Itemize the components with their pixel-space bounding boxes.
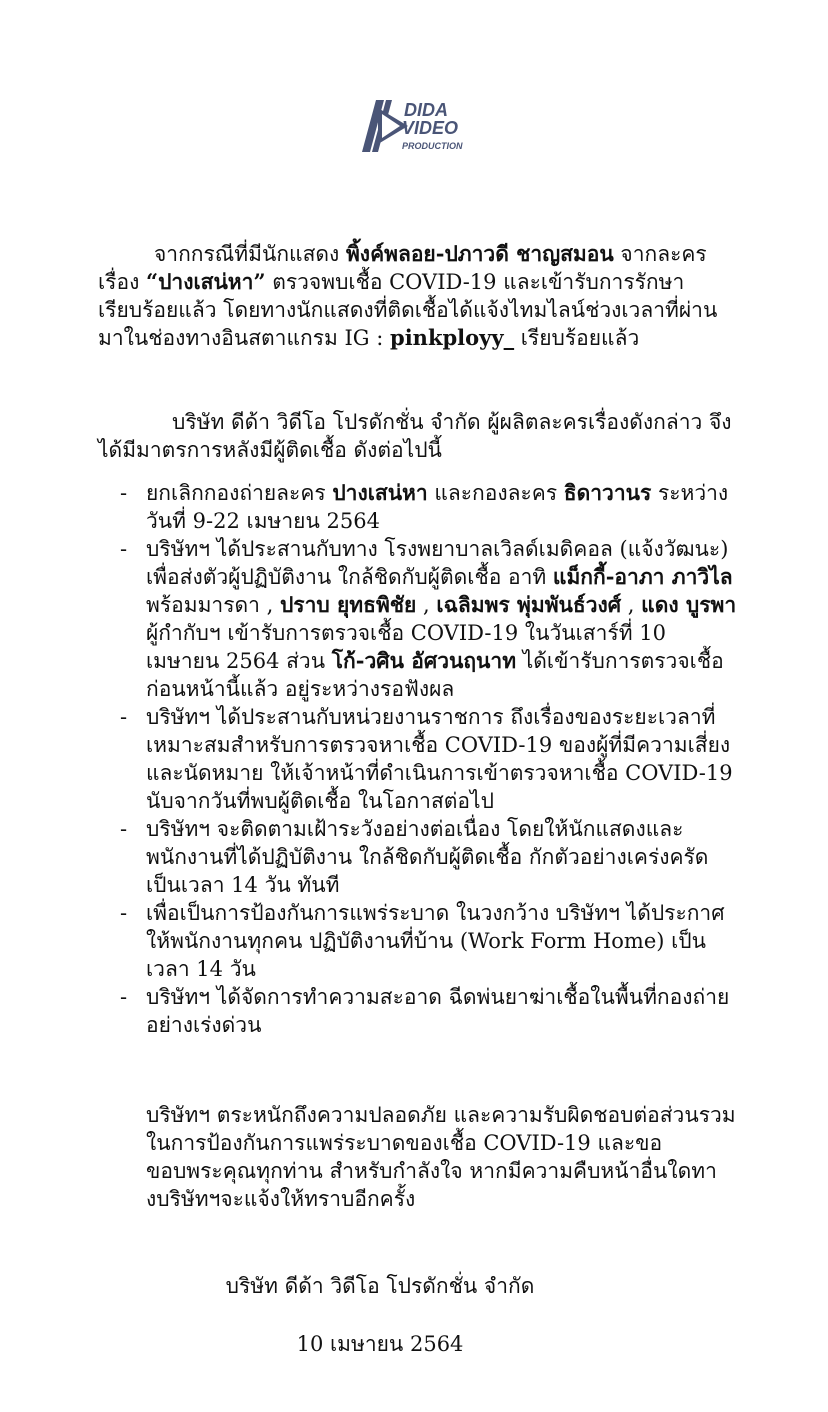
item2-bold-1: แม็กกี้-อาภา ภาวิไล	[552, 564, 733, 589]
list-item	[120, 535, 740, 703]
signature-date: 10 เมษายน 2564	[296, 1332, 464, 1356]
logo-line3: PRODUCTION	[402, 141, 463, 151]
logo-line1: DIDA	[404, 100, 448, 120]
intro-instagram-handle: pinkployy_	[390, 325, 515, 350]
list-dash: -	[120, 985, 128, 1009]
item2-text-5: ผู้กำกับฯ เข้ารับการตรวจเชื้อ COVID-19 ในวันเสาร์ที่ 10 เมษายน 2564 ส่วน	[146, 621, 666, 673]
list-item	[120, 479, 740, 535]
item2-text-3: ,	[416, 593, 437, 617]
intro-text-1: จากกรณีที่มีนักแสดง	[154, 242, 346, 266]
intro-actor-name: พิ้งค์พลอย-ปภาวดี ชาญสมอน	[345, 241, 614, 266]
list-item	[120, 899, 740, 983]
list-dash: -	[120, 537, 128, 561]
item5-text: เพื่อเป็นการป้องกันการแพร่ระบาด ในวงกว้าง บริษัทฯ ได้ประกาศให้พนักงานทุกคน ปฏิบัติงานที่บ้าน (Work Form Home) เป็นเวลา 14 วัน	[146, 901, 725, 981]
item1-text-2: และกองละคร	[427, 481, 564, 505]
list-item	[120, 703, 740, 815]
intro-text-2: จากละคร เรื่อง	[98, 242, 707, 294]
item1-bold-1: ปางเสน่หา	[332, 480, 428, 505]
dida-video-logo	[358, 96, 470, 156]
item2-text-6: ได้เข้ารับการตรวจเชื้อก่อนหน้านี้แล้ว อยู่ระหว่างรอฟังผล	[146, 649, 724, 701]
company-logo	[358, 96, 470, 156]
item1-bold-2: ธิดาวานร	[563, 480, 652, 505]
intro-paragraph	[98, 240, 738, 352]
measures-list	[120, 479, 740, 1039]
item2-bold-3: เฉลิมพร พุ่มพันธ์วงศ์	[436, 592, 622, 617]
intro-text-4: เรียบร้อยแล้ว	[514, 326, 640, 350]
item2-bold-5: โก้-วศิน อัศวนฤนาท	[331, 648, 517, 673]
item2-bold-2: ปราบ ยุทธพิชัย	[279, 592, 417, 617]
list-dash: -	[120, 481, 128, 505]
intro-text-3: ตรวจพบเชื้อ COVID-19 และเข้ารับการรักษาเรียบร้อยแล้ว โดยทางนักแสดงที่ติดเชื้อได้แจ้งไทมไลน์ช่วงเวลาที่ผ่านมาในช่องทางอินสตาแกรม IG :	[98, 270, 718, 350]
item1-text-3: ระหว่างวันที่ 9-22 เมษายน 2564	[146, 481, 729, 533]
item1-text-1: ยกเลิกกองถ่ายละคร	[146, 481, 333, 505]
item3-text: บริษัทฯ ได้ประสานกับหน่วยงานราชการ ถึงเรื่องของระยะเวลาที่เหมาะสมสำหรับการตรวจหาเชื้อ COVID-19 ของผู้ที่มีความเสี่ยง และนัดหมาย ให้เจ้าหน้าที่ดำเนินการเข้าตรวจหาเชื้อ COVID-19 นับจากวันที่พบผู้ติดเชื้อ ในโอกาสต่อไป	[146, 705, 733, 813]
item6-text: บริษัทฯ ได้จัดการทำความสะอาด ฉีดพ่นยาฆ่าเชื้อในพื้นที่กองถ่ายอย่างเร่งด่วน	[146, 985, 730, 1037]
list-dash: -	[120, 705, 128, 729]
company-measures-intro: บริษัท ดีด้า วิดีโอ โปรดักชั่น จำกัด ผู้ผลิตละครเรื่องดังกล่าว จึงได้มีมาตรการหลังมีผู้ติดเชื้อ ดังต่อไปนี้	[98, 410, 732, 462]
signature-company: บริษัท ดีด้า วิดีโอ โปรดักชั่น จำกัด	[225, 1274, 535, 1298]
closing-paragraph: บริษัทฯ ตระหนักถึงความปลอดภัย และความรับผิดชอบต่อส่วนรวม ในการป้องกันการแพร่ระบาดของเชื้อ COVID-19 และขอขอบพระคุณทุกท่าน สำหรับกำลังใจ หากมีความคืบหน้าอื่นใดทางบริษัทฯจะแจ้งให้ทราบอีกครั้ง	[146, 1103, 736, 1211]
list-dash: -	[120, 901, 128, 925]
item2-text-1: บริษัทฯ ได้ประสานกับทาง โรงพยาบาลเวิลด์เมดิคอล (แจ้งวัฒนะ) เพื่อส่งตัวผู้ปฏิบัติงาน ใกล้ชิดกับผู้ติดเชื้อ อาทิ	[146, 537, 729, 589]
logo-line2: VIDEO	[402, 118, 459, 138]
list-dash: -	[120, 817, 128, 841]
list-item	[120, 815, 740, 899]
intro-drama-title: “ปางเสน่หา”	[146, 269, 266, 294]
item2-bold-4: แดง บูรพา	[641, 592, 737, 617]
item2-text-4: ,	[621, 593, 642, 617]
item2-text-2: พร้อมมารดา ,	[146, 593, 280, 617]
list-item	[120, 983, 740, 1039]
item4-text: บริษัทฯ จะติดตามเฝ้าระวังอย่างต่อเนื่อง โดยให้นักแสดงและพนักงานที่ได้ปฏิบัติงาน ใกล้ชิดกับผู้ติดเชื้อ กักตัวอย่างเคร่งครัดเป็นเวลา 14 วัน ทันที	[146, 817, 709, 897]
